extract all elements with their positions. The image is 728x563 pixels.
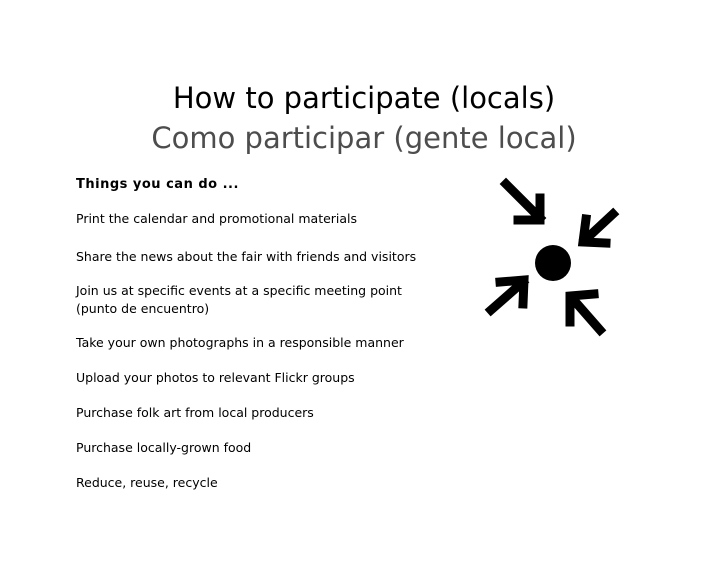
arrow-bottom-left-icon xyxy=(491,280,524,310)
arrow-bottom-right-icon xyxy=(570,294,600,330)
slide-title-english: How to participate (locals) xyxy=(172,81,556,115)
slide-title-spanish: Como participar (gente local) xyxy=(151,121,577,155)
list-item-join-continued: (punto de encuentro) xyxy=(76,301,210,316)
center-dot-icon xyxy=(535,245,571,281)
list-item-share: Share the news about the fair with friends and visitors xyxy=(76,249,417,264)
arrow-top-left-icon xyxy=(506,184,540,220)
list-item-upload: Upload your photos to relevant Flickr groups xyxy=(76,370,355,385)
list-item-photographs: Take your own photographs in a responsible manner xyxy=(76,335,404,350)
list-item-print: Print the calendar and promotional materials xyxy=(76,211,358,226)
arrow-top-right-icon xyxy=(583,214,613,243)
list-item-recycle: Reduce, reuse, recycle xyxy=(76,475,218,490)
list-item-food: Purchase locally-grown food xyxy=(76,440,252,455)
list-item-join: Join us at specific events at a specific meeting point xyxy=(76,283,402,298)
list-item-folk-art: Purchase folk art from local producers xyxy=(76,405,314,420)
section-heading: Things you can do ... xyxy=(76,177,239,192)
converging-arrows-icon xyxy=(468,172,638,352)
